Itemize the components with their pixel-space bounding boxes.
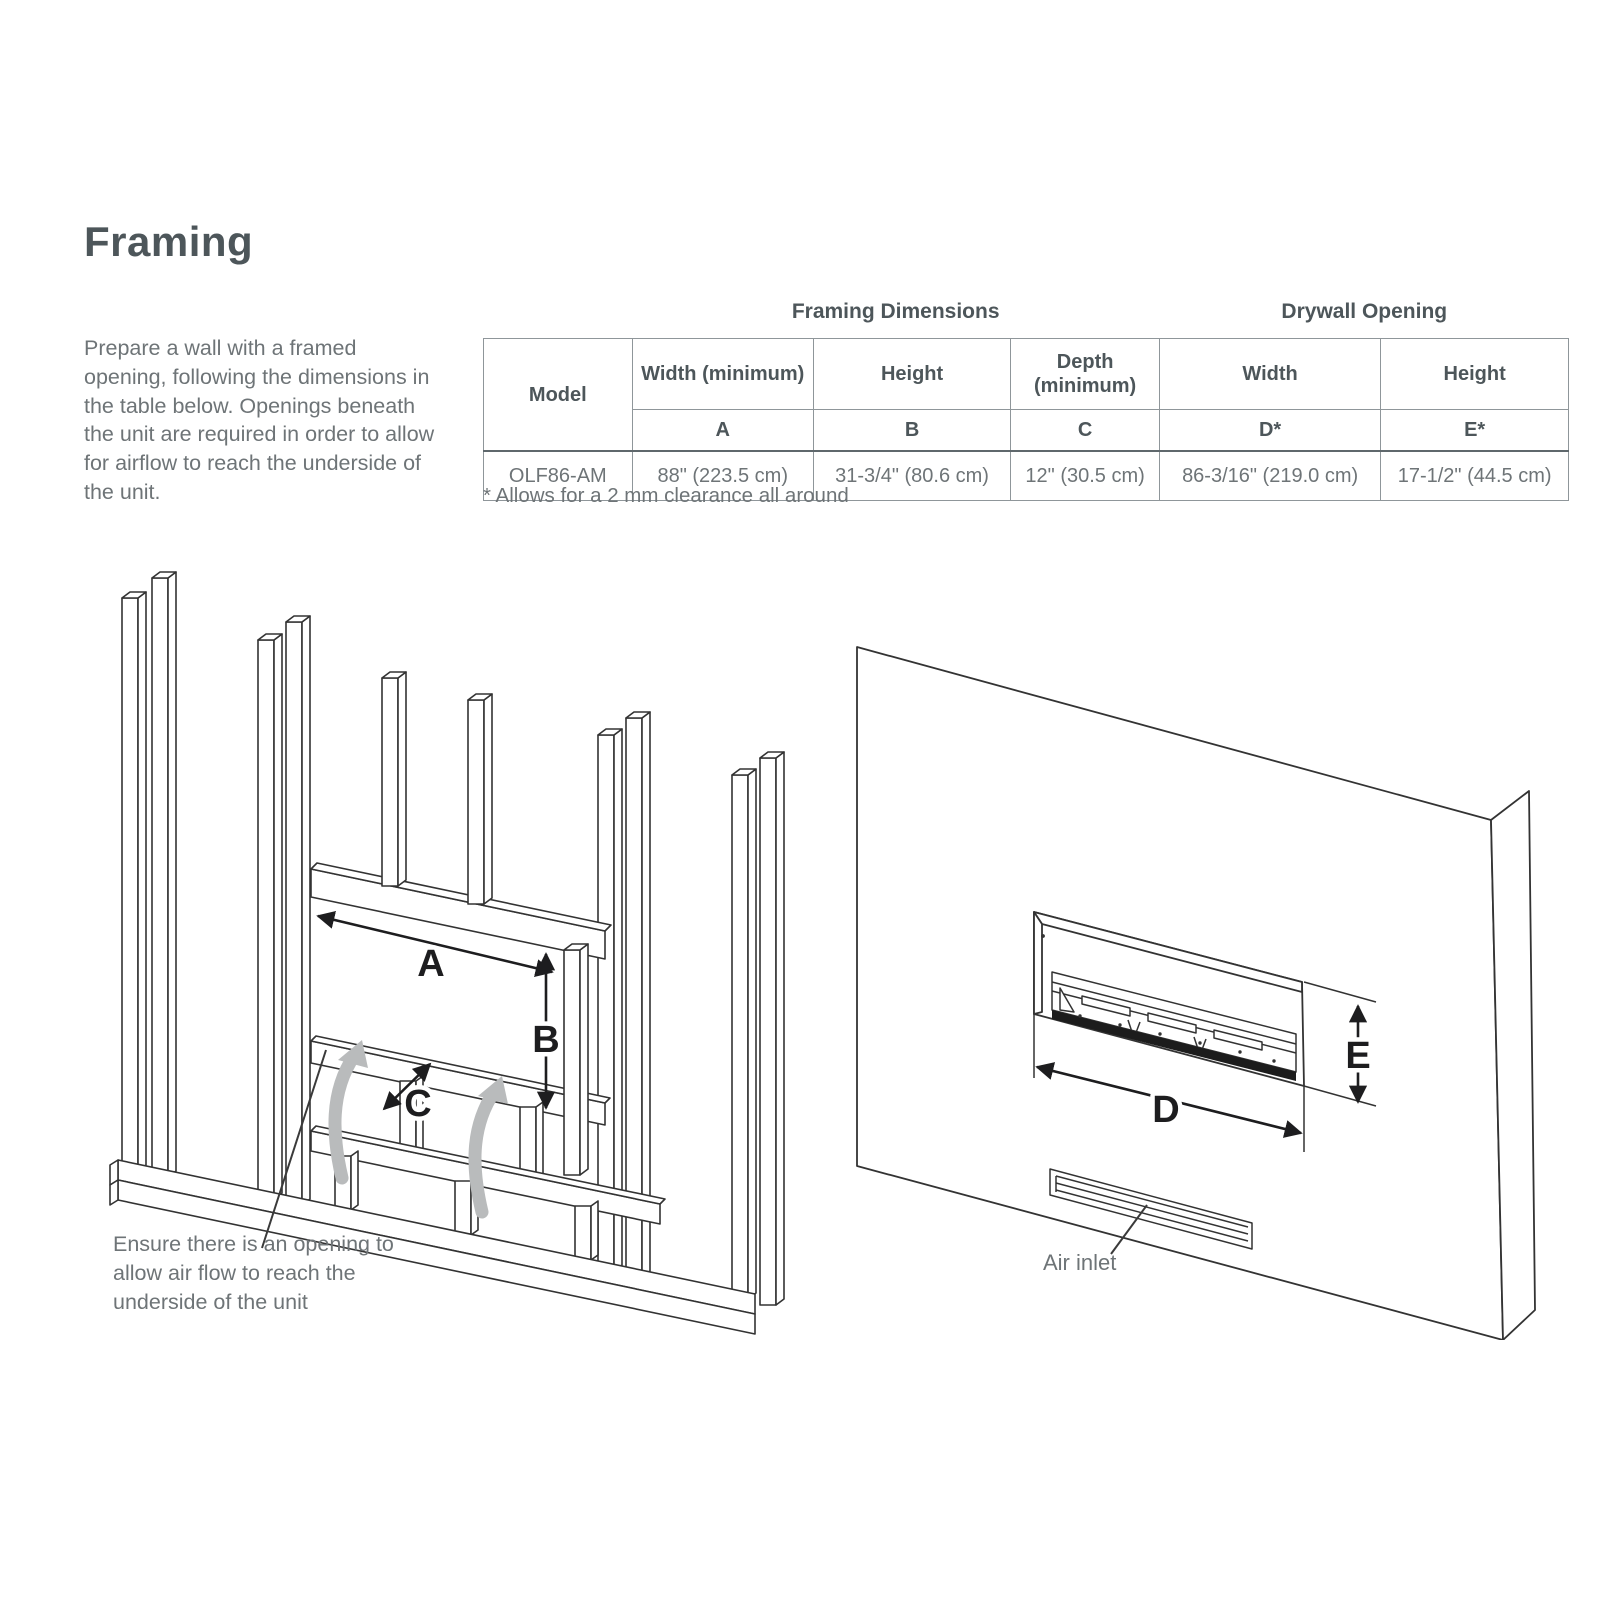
col-header-height-drywall: Height <box>1381 339 1569 410</box>
subcol-c: C <box>1011 410 1160 452</box>
header-beam <box>311 863 611 959</box>
stud <box>152 572 176 1177</box>
stud <box>286 616 310 1205</box>
intro-paragraph: Prepare a wall with a framed opening, following the dimensions in the table below. Openings beneath the unit are required in order to allow for airflow to reach the underside of the unit. <box>84 336 435 504</box>
cell-height-drywall: 17-1/2" (44.5 cm) <box>1381 451 1569 501</box>
stud <box>122 592 146 1171</box>
air-inlet-label: Air inlet <box>1043 1250 1117 1275</box>
cell-width-min: 88" (223.5 cm) <box>632 451 813 501</box>
col-header-width-min: Width (minimum) <box>632 339 813 410</box>
cripple-stud <box>575 1201 598 1260</box>
stud <box>732 769 756 1299</box>
opening-left-recess <box>1034 912 1042 1014</box>
col-header-width-drywall: Width <box>1159 339 1380 410</box>
framing-caption: Ensure there is an opening to allow air flow to reach the underside of the unit <box>113 1232 394 1314</box>
group-header-framing-dimensions: Framing Dimensions <box>791 300 1000 323</box>
subcol-a: A <box>632 410 813 452</box>
cripple-stud <box>520 1102 543 1179</box>
cell-height-frame: 31-3/4" (80.6 cm) <box>813 451 1010 501</box>
subcol-d: D* <box>1159 410 1380 452</box>
spec-table <box>483 338 1569 501</box>
dim-label-c: C <box>404 1083 432 1125</box>
col-header-depth-min: Depth (minimum) <box>1011 339 1160 410</box>
stud <box>258 634 282 1199</box>
subcol-e: E* <box>1381 410 1569 452</box>
cripple-stud <box>468 694 492 904</box>
stud <box>760 752 784 1305</box>
dim-label-d: D <box>1152 1089 1180 1131</box>
group-header-drywall-opening: Drywall Opening <box>1281 300 1448 323</box>
cell-model: OLF86-AM <box>484 451 633 501</box>
dim-label-a: A <box>417 943 445 985</box>
group-header-spacer <box>483 300 632 338</box>
dim-label-b: B <box>532 1019 560 1061</box>
col-header-model: Model <box>484 339 633 452</box>
dim-label-e: E <box>1345 1035 1371 1077</box>
page-title: Framing <box>84 218 254 265</box>
table-footnote: * Allows for a 2 mm clearance all around <box>483 484 849 507</box>
subcol-b: B <box>813 410 1010 452</box>
table-group-header-row <box>483 300 1569 338</box>
col-header-height-frame: Height <box>813 339 1010 410</box>
cripple-stud <box>382 672 406 886</box>
drywall-diagram <box>830 620 1540 1340</box>
cell-width-drywall: 86-3/16" (219.0 cm) <box>1159 451 1380 501</box>
trimmer-stud <box>564 944 588 1175</box>
cell-depth-min: 12" (30.5 cm) <box>1011 451 1160 501</box>
spec-table-section <box>483 300 1569 501</box>
